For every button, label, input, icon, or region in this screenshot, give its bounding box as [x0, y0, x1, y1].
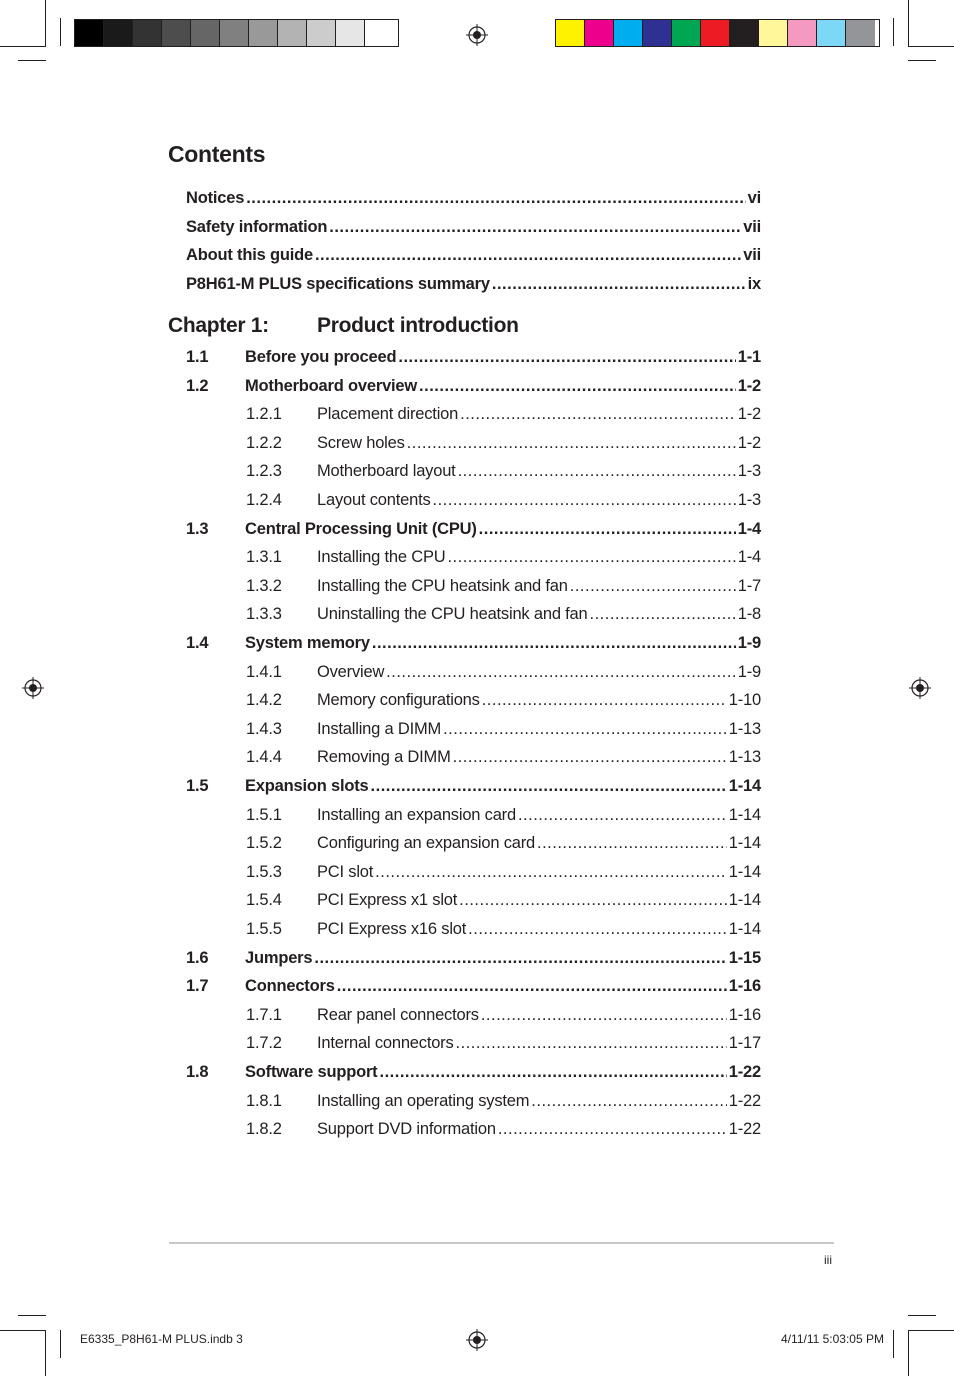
crop-mark: [893, 1330, 894, 1358]
dot-leader: [371, 776, 727, 796]
page-reference: 1-13: [728, 719, 761, 738]
dot-leader: [456, 1033, 727, 1053]
page-reference: 1-2: [737, 405, 761, 424]
page-reference: 1-9: [737, 662, 761, 681]
entry-label: Motherboard layout: [317, 462, 456, 481]
section-number: 1.1: [186, 348, 209, 366]
color-swatch: [614, 20, 643, 46]
page-reference: 1-10: [728, 691, 761, 710]
toc-entry[interactable]: [246, 833, 761, 853]
dot-leader: [570, 576, 736, 596]
page-reference: 1-14: [728, 891, 761, 910]
page-reference: 1-14: [728, 834, 761, 853]
page-reference: 1-3: [737, 462, 761, 481]
toc-entry[interactable]: [186, 347, 761, 367]
dot-leader: [479, 519, 736, 539]
page-reference: 1-14: [728, 920, 761, 938]
entry-label: Connectors: [245, 977, 335, 996]
toc-entry[interactable]: [246, 604, 761, 624]
crop-mark: [908, 60, 936, 61]
dot-leader: [458, 461, 736, 481]
toc-entry[interactable]: [246, 890, 761, 910]
section-number: 1.7.2: [246, 1034, 282, 1053]
color-swatch: [817, 20, 846, 46]
crop-mark: [18, 60, 46, 61]
crop-mark: [45, 1330, 46, 1376]
page-reference: 1-1: [737, 348, 761, 366]
toc-entry[interactable]: [246, 747, 761, 767]
chapter-heading: [168, 314, 519, 338]
color-swatch: [643, 20, 672, 46]
toc-entry[interactable]: [186, 776, 761, 796]
color-swatch: [104, 20, 133, 46]
crop-mark: [60, 1330, 61, 1358]
entry-label: Safety information: [186, 218, 328, 236]
page-number: iii: [824, 1253, 832, 1267]
section-number: 1.2.1: [246, 405, 282, 424]
dot-leader: [315, 245, 741, 265]
color-swatch: [278, 20, 307, 46]
dot-leader: [375, 862, 727, 882]
crop-mark: [908, 1330, 909, 1376]
color-swatch: [365, 20, 394, 46]
entry-label: Software support: [245, 1063, 378, 1081]
entry-label: PCI Express x16 slot: [317, 920, 467, 938]
entry-label: Expansion slots: [245, 777, 369, 795]
page-reference: vi: [747, 189, 761, 207]
dot-leader: [531, 1091, 726, 1111]
entry-label: Installing an operating system: [317, 1091, 530, 1110]
section-number: 1.5: [186, 777, 209, 795]
toc-entry[interactable]: [246, 490, 761, 510]
toc-entry[interactable]: [186, 274, 761, 294]
registration-mark-icon: [22, 677, 44, 699]
page-reference: 1-13: [728, 748, 761, 767]
crop-mark: [18, 1315, 46, 1316]
crop-mark: [908, 0, 909, 46]
toc-entry[interactable]: [246, 919, 761, 939]
section-number: 1.2.2: [246, 433, 282, 452]
section-number: 1.7.1: [246, 1005, 282, 1024]
page-reference: ix: [747, 275, 761, 293]
page-reference: 1-22: [728, 1063, 761, 1081]
toc-entry[interactable]: [246, 1119, 761, 1139]
color-swatch: [133, 20, 162, 46]
toc-entry[interactable]: [246, 433, 761, 453]
dot-leader: [498, 1119, 727, 1139]
toc-entry[interactable]: [186, 948, 761, 968]
page-reference: 1-4: [737, 548, 761, 567]
chapter-number: Chapter 1:: [168, 314, 269, 337]
toc-entry[interactable]: [186, 188, 761, 208]
toc-entry[interactable]: [246, 1005, 761, 1025]
entry-label: Internal connectors: [317, 1034, 454, 1053]
toc-entry[interactable]: [186, 217, 761, 237]
crop-mark: [0, 1330, 46, 1331]
dot-leader: [372, 633, 736, 653]
dot-leader: [337, 976, 727, 996]
section-number: 1.4.4: [246, 748, 282, 767]
color-swatch: [759, 20, 788, 46]
entry-label: About this guide: [186, 246, 313, 264]
section-number: 1.4.2: [246, 691, 282, 710]
toc-entry[interactable]: [246, 404, 761, 424]
toc-entry[interactable]: [246, 1091, 761, 1111]
page-reference: 1-2: [737, 433, 761, 452]
dot-leader: [460, 404, 736, 424]
entry-label: Jumpers: [245, 948, 313, 967]
registration-mark-icon: [466, 24, 488, 46]
page-reference: vii: [743, 246, 761, 264]
slug-filename: E6335_P8H61-M PLUS.indb 3: [80, 1332, 243, 1346]
grayscale-color-bar: [74, 19, 399, 47]
color-swatch: [701, 20, 730, 46]
section-number: 1.4: [186, 634, 209, 652]
page-reference: 1-22: [728, 1091, 761, 1110]
section-number: 1.8.2: [246, 1120, 282, 1139]
entry-label: Screw holes: [317, 433, 405, 452]
chapter-title: Product introduction: [317, 314, 519, 337]
entry-label: Installing the CPU: [317, 548, 446, 567]
entry-label: Memory configurations: [317, 691, 480, 710]
dot-leader: [398, 347, 735, 367]
section-number: 1.8.1: [246, 1091, 282, 1110]
section-number: 1.5.5: [246, 920, 282, 938]
dot-leader: [492, 274, 746, 294]
dot-leader: [518, 805, 727, 825]
entry-label: Layout contents: [317, 491, 431, 509]
color-swatch: [220, 20, 249, 46]
toc-entry[interactable]: [246, 1033, 761, 1053]
page-reference: 1-16: [728, 1005, 761, 1024]
entry-label: Uninstalling the CPU heatsink and fan: [317, 605, 588, 624]
section-number: 1.3.2: [246, 576, 282, 595]
entry-label: Configuring an expansion card: [317, 834, 536, 853]
toc-entry[interactable]: [186, 245, 761, 265]
toc-entry[interactable]: [246, 862, 761, 882]
dot-leader: [407, 433, 736, 453]
toc-entry[interactable]: [246, 576, 761, 596]
page-reference: 1-8: [737, 605, 761, 624]
page-reference: 1-15: [728, 948, 761, 967]
registration-mark-icon: [909, 677, 931, 699]
entry-label: Installing the CPU heatsink and fan: [317, 576, 568, 595]
crop-mark: [60, 18, 61, 46]
entry-label: Installing an expansion card: [317, 805, 516, 824]
entry-label: Notices: [186, 189, 245, 207]
crop-mark: [908, 1315, 936, 1316]
page-reference: 1-9: [737, 634, 761, 652]
entry-label: PCI slot: [317, 862, 374, 881]
dot-leader: [329, 217, 741, 237]
page-reference: 1-4: [737, 519, 761, 538]
section-number: 1.2.4: [246, 491, 282, 509]
section-number: 1.2.3: [246, 462, 282, 481]
toc-entry[interactable]: [186, 633, 761, 653]
entry-label: Motherboard overview: [245, 376, 418, 395]
dot-leader: [386, 662, 736, 682]
section-number: 1.5.4: [246, 891, 282, 910]
entry-label: PCI Express x1 slot: [317, 891, 458, 910]
entry-label: Placement direction: [317, 405, 459, 424]
color-swatch: [672, 20, 701, 46]
color-swatch: [730, 20, 759, 46]
toc-entry[interactable]: [246, 805, 761, 825]
dot-leader: [482, 690, 727, 710]
page-reference: 1-14: [728, 862, 761, 881]
section-number: 1.3.3: [246, 605, 282, 624]
section-number: 1.5.1: [246, 805, 282, 824]
dot-leader: [537, 833, 727, 853]
section-number: 1.8: [186, 1063, 209, 1081]
color-swatch: [191, 20, 220, 46]
dot-leader: [468, 919, 727, 939]
page-title: Contents: [168, 141, 266, 167]
toc-entry[interactable]: [246, 461, 761, 481]
crop-mark: [893, 18, 894, 46]
dot-leader: [433, 490, 736, 510]
entry-label: Removing a DIMM: [317, 748, 451, 767]
color-swatch: [585, 20, 614, 46]
dot-leader: [459, 890, 727, 910]
color-swatch: [788, 20, 817, 46]
crop-mark: [0, 46, 46, 47]
entry-label: Rear panel connectors: [317, 1005, 479, 1024]
footer-rule: [169, 1242, 834, 1244]
entry-label: Overview: [317, 662, 385, 681]
dot-leader: [419, 376, 736, 396]
toc-entry[interactable]: [246, 719, 761, 739]
section-number: 1.5.2: [246, 834, 282, 853]
dot-leader: [443, 719, 727, 739]
dot-leader: [314, 948, 726, 968]
section-number: 1.3.1: [246, 548, 282, 567]
dot-leader: [453, 747, 727, 767]
toc-entry[interactable]: [246, 690, 761, 710]
color-swatch: [556, 20, 585, 46]
section-number: 1.4.3: [246, 719, 282, 738]
crop-mark: [908, 46, 954, 47]
color-swatch: [336, 20, 365, 46]
page-reference: 1-16: [728, 977, 761, 996]
dot-leader: [447, 547, 735, 567]
crop-mark: [908, 1330, 954, 1331]
page-reference: 1-22: [728, 1120, 761, 1139]
entry-label: Central Processing Unit (CPU): [245, 519, 477, 538]
registration-mark-icon: [466, 1329, 488, 1351]
page-reference: 1-2: [737, 376, 761, 395]
dot-leader: [481, 1005, 727, 1025]
page-reference: 1-17: [728, 1034, 761, 1053]
toc-entry[interactable]: [186, 976, 761, 996]
color-swatch: [307, 20, 336, 46]
section-number: 1.3: [186, 519, 209, 538]
crop-mark: [45, 0, 46, 46]
toc-entry[interactable]: [246, 547, 761, 567]
section-number: 1.6: [186, 948, 209, 967]
toc-entry[interactable]: [186, 519, 761, 539]
page-reference: vii: [743, 218, 761, 236]
section-number: 1.4.1: [246, 662, 282, 681]
dot-leader: [590, 604, 736, 624]
slug-timestamp: 4/11/11 5:03:05 PM: [781, 1332, 884, 1346]
entry-label: Support DVD information: [317, 1120, 496, 1139]
page-reference: 1-7: [737, 576, 761, 595]
page-reference: 1-14: [728, 777, 761, 795]
process-color-bar: [555, 19, 880, 47]
entry-label: Installing a DIMM: [317, 719, 442, 738]
dot-leader: [246, 188, 745, 208]
entry-label: Before you proceed: [245, 348, 397, 366]
section-number: 1.5.3: [246, 862, 282, 881]
toc-entry[interactable]: [186, 1062, 761, 1082]
color-swatch: [162, 20, 191, 46]
entry-label: P8H61-M PLUS specifications summary: [186, 275, 490, 293]
section-number: 1.2: [186, 376, 209, 395]
toc-entry[interactable]: [246, 662, 761, 682]
dot-leader: [379, 1062, 726, 1082]
color-swatch: [249, 20, 278, 46]
toc-entry[interactable]: [186, 376, 761, 396]
page-reference: 1-14: [728, 805, 761, 824]
page-reference: 1-3: [737, 491, 761, 509]
entry-label: System memory: [245, 634, 370, 652]
color-swatch: [846, 20, 875, 46]
color-swatch: [75, 20, 104, 46]
section-number: 1.7: [186, 977, 209, 996]
